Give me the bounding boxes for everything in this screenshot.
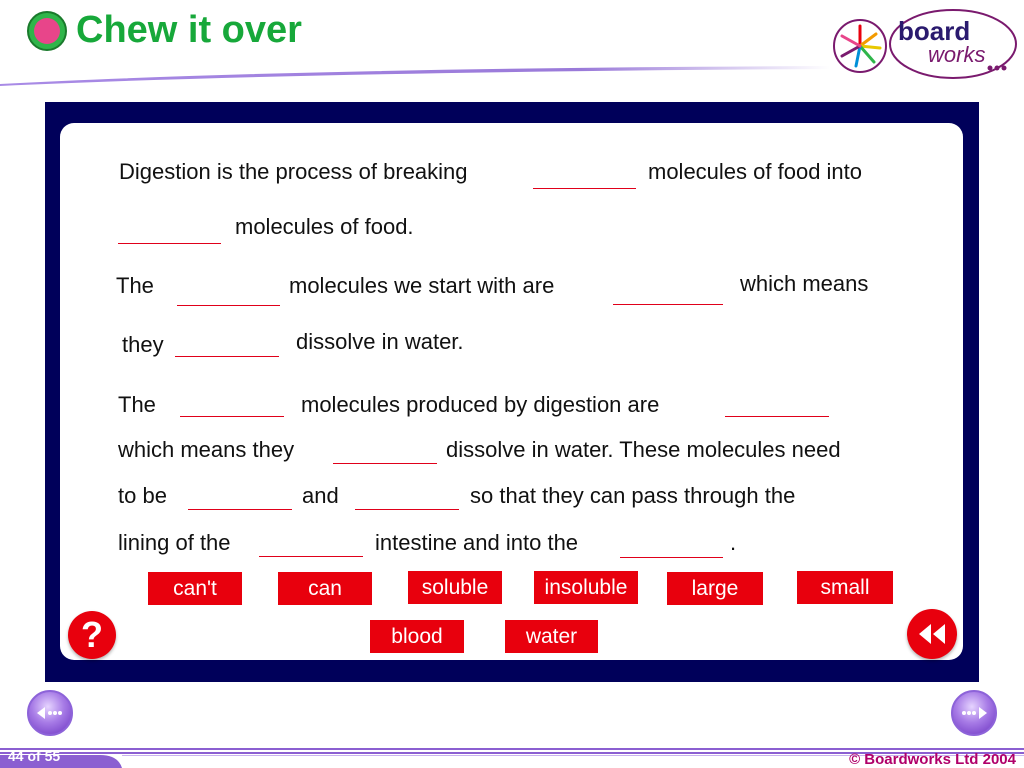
passage-text: molecules we start with are [289,273,555,298]
answer-blank-8[interactable] [333,463,437,464]
word-small-button[interactable]: small [797,571,893,604]
answer-blank-2[interactable] [118,243,221,244]
word-blood-button[interactable]: blood [370,620,464,653]
word-water-button[interactable]: water [505,620,598,653]
passage-text: molecules of food into [648,159,863,184]
next-arrow-icon [961,706,987,720]
stomach-icon [27,11,67,51]
passage-text: molecules of food. [235,214,414,239]
answer-blank-4[interactable] [613,304,723,305]
previous-slide-button[interactable] [27,690,73,736]
answer-blank-10[interactable] [355,509,459,510]
rewind-button[interactable] [907,609,957,659]
passage-text: Digestion is the process of breaking [119,159,468,184]
passage-text: intestine and into the [375,530,579,555]
passage-text: The [116,273,154,298]
rewind-icon [917,622,947,646]
passage-text: . [730,530,737,555]
word-soluble-button[interactable]: soluble [408,571,502,604]
answer-blank-9[interactable] [188,509,292,510]
word-can-button[interactable]: can [278,572,372,605]
copyright-text: © Boardworks Ltd 2004 [849,751,1016,768]
word-insoluble-button[interactable]: insoluble [534,571,638,604]
answer-blank-5[interactable] [175,356,279,357]
header-divider [0,64,830,86]
word-cant-button[interactable]: can't [148,572,242,605]
passage-text: which means [740,271,869,296]
passage-text: so that they can pass through the [470,483,796,508]
passage-text: dissolve in water. [296,329,464,354]
answer-blank-11[interactable] [259,556,363,557]
help-button[interactable]: ? [68,611,116,659]
answer-blank-1[interactable] [533,188,636,189]
passage-text: lining of the [118,530,231,555]
passage-text: which means they [118,437,295,462]
answer-blank-6[interactable] [180,416,284,417]
boardworks-logo [832,8,1018,84]
passage-text: molecules produced by digestion are [301,392,660,417]
passage-text: to be [118,483,167,508]
passage-text: they [122,332,164,357]
passage-text: and [302,483,339,508]
logo-text-works: works [928,42,986,67]
page-number: 44 of 55 [8,748,61,764]
answer-blank-7[interactable] [725,416,829,417]
answer-blank-12[interactable] [620,557,723,558]
next-slide-button[interactable] [951,690,997,736]
passage-text: dissolve in water. These molecules need [446,437,841,462]
page-title: Chew it over [76,9,302,51]
previous-arrow-icon [37,706,63,720]
logo-text-board: board [898,16,971,46]
passage-text: The [118,392,156,417]
word-large-button[interactable]: large [667,572,763,605]
answer-blank-3[interactable] [177,305,280,306]
